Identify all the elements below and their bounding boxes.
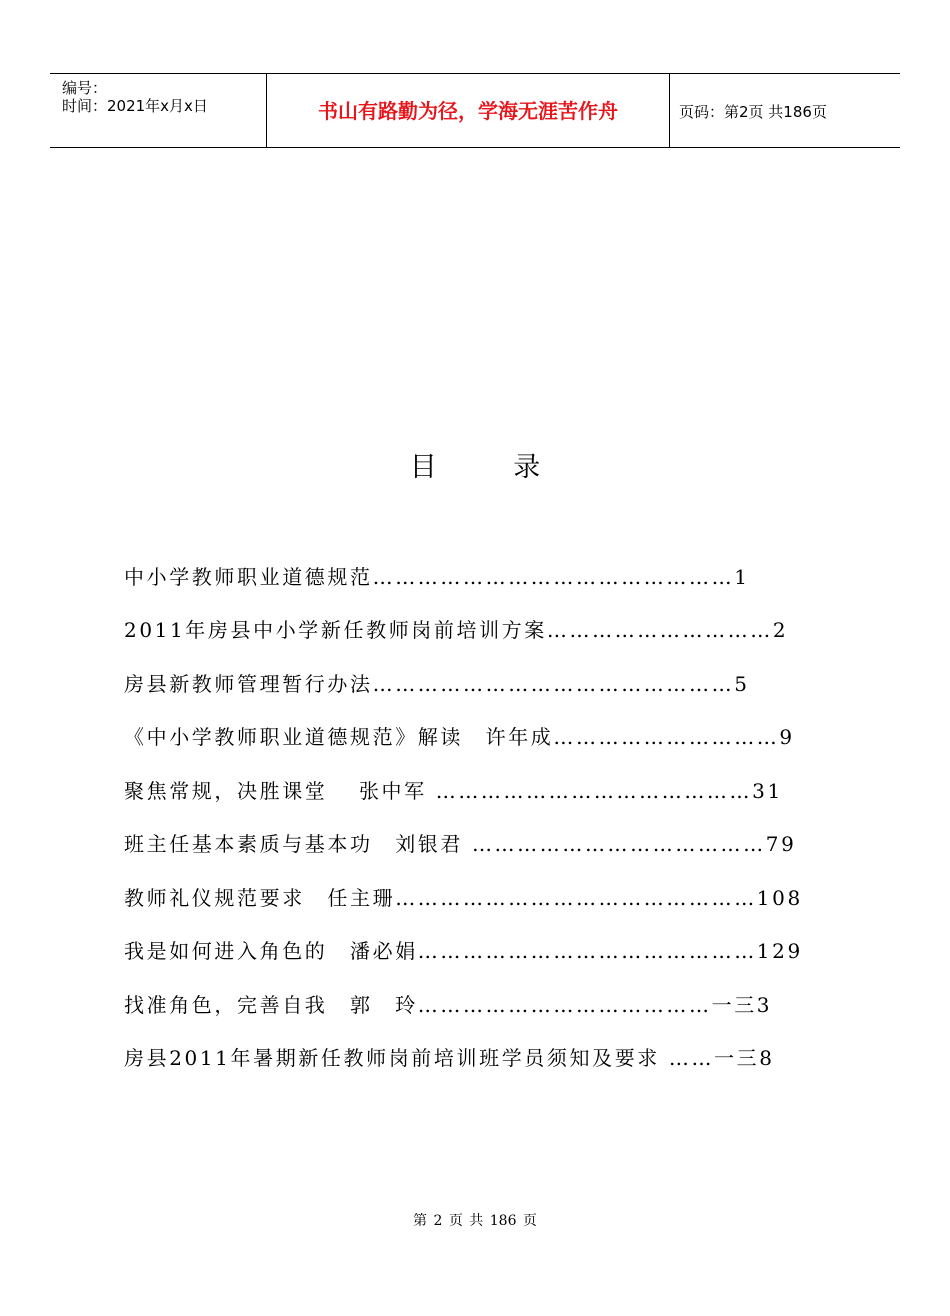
header-meta-cell (50, 74, 267, 147)
page-footer: 第 2 页 共 186 页 (413, 1213, 537, 1229)
toc-entry[interactable]: 班主任基本素质与基本功 刘银君 …………………………………79 (124, 832, 797, 856)
header-page-cell (670, 74, 900, 147)
toc-entry[interactable]: 房县新教师管理暂行办法…………………………………………5 (124, 672, 750, 696)
toc-entry[interactable]: 我是如何进入角色的 潘必娟………………………………………129 (124, 939, 803, 963)
time-label: 时间：2021年x月x日 (62, 97, 208, 115)
toc-entry[interactable]: 教师礼仪规范要求 任主珊…………………………………………108 (124, 886, 803, 910)
toc-entry[interactable]: 2011年房县中小学新任教师岗前培训方案…………………………2 (124, 618, 789, 642)
toc-entry[interactable]: 找准角色，完善自我 郭 玲…………………………………一三3 (124, 993, 773, 1017)
toc-entry[interactable]: 《中小学教师职业道德规范》解读 许年成…………………………9 (124, 725, 795, 749)
toc-title: 目 录 (409, 452, 575, 483)
header-motto-cell (267, 74, 670, 147)
toc-entry[interactable]: 聚焦常规，决胜课堂 张中军 ……………………………………31 (124, 779, 783, 803)
toc-entry[interactable]: 房县2011年暑期新任教师岗前培训班学员须知及要求 ……一三8 (124, 1046, 775, 1070)
serial-number-label: 编号： (62, 79, 108, 97)
header-motto: 书山有路勤为径，学海无涯苦作舟 (318, 99, 618, 123)
page-header (50, 73, 900, 148)
toc-entry[interactable]: 中小学教师职业道德规范…………………………………………1 (124, 565, 750, 589)
header-page-code: 页码：第2页 共186页 (679, 103, 827, 121)
